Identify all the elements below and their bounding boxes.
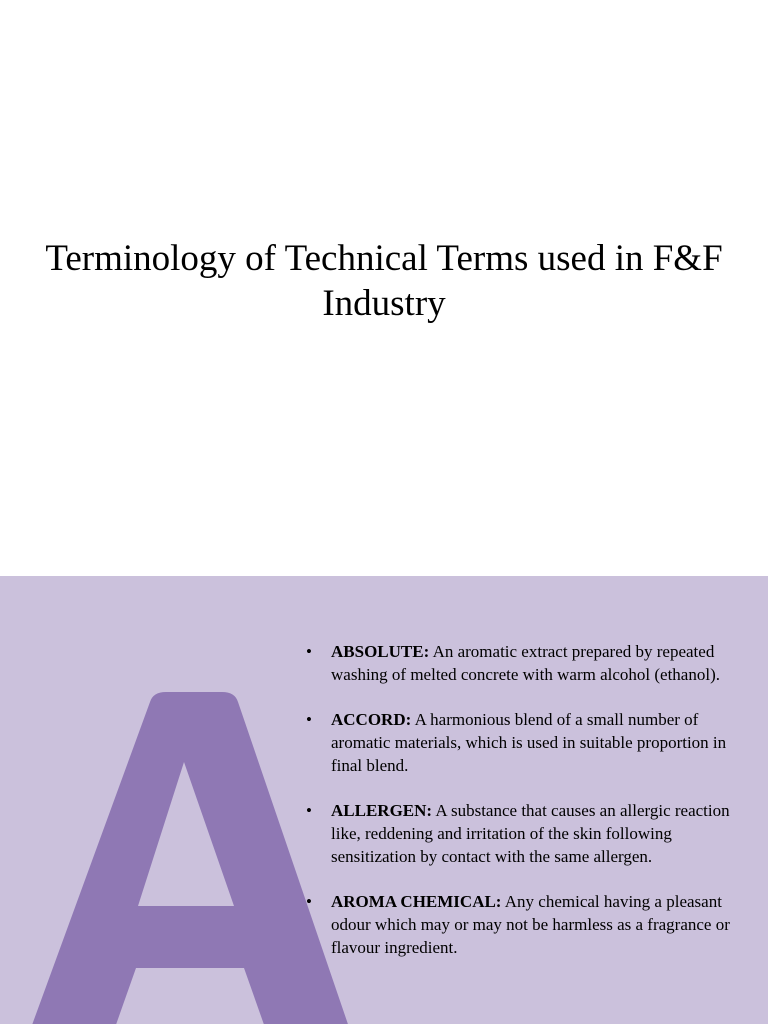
glossary-item-aroma-chemical (304, 890, 744, 959)
glossary-definition: Any chemical having a pleasant odour which may or may not be harmless as a fragrance or flavour ingredient. (331, 892, 730, 957)
glossary-definition: An aromatic extract prepared by repeated washing of melted concrete with warm alcohol (ethanol). (331, 642, 720, 684)
glossary-definition: A harmonious blend of a small number of aromatic materials, which is used in suitable proportion in final blend. (331, 710, 727, 775)
bullet-marker: • (306, 710, 312, 729)
glossary-list (304, 640, 744, 981)
glossary-term: ABSOLUTE: (331, 642, 430, 661)
glossary-definition: A substance that causes an allergic reaction like, reddening and irritation of the skin following sensitization by contact with the same allergen. (331, 801, 730, 866)
glossary-term: ACCORD: (331, 710, 412, 729)
glossary-item-absolute (304, 640, 744, 686)
slide-title: Terminology of Technical Terms used in F&F Industry (45, 238, 723, 324)
glossary-item-allergen (304, 799, 744, 868)
letter-slide (0, 576, 768, 1024)
bullet-marker: • (306, 892, 312, 911)
glossary-term: AROMA CHEMICAL: (331, 892, 502, 911)
glossary-term: ALLERGEN: (331, 801, 433, 820)
bullet-marker: • (306, 642, 312, 661)
glossary-item-accord (304, 708, 744, 777)
bullet-marker: • (306, 801, 312, 820)
